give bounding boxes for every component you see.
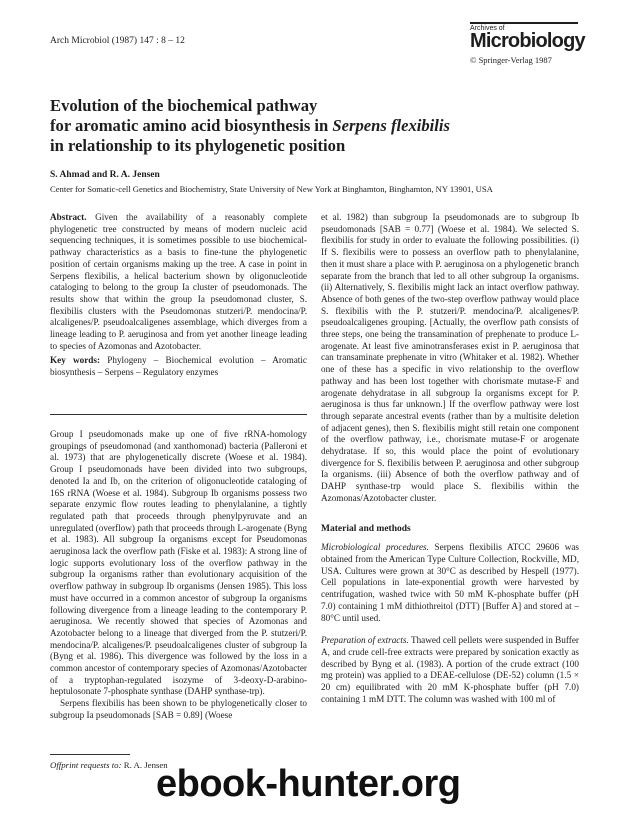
preparation-of-extracts: Preparation of extracts. Thawed cell pellets were suspended in Buffer A, and crude cell-free extracts were prepared by sonication exactly as described by Byng et al. (1983). A portion of the crude extract (100 mg protein) was applied to a DEAE-cellulose (DE-52) column (1.5 × 20 cm) equilibrated with 20 mM K-phosphate buffer (pH 7.0) containing 1 mM DTT. The column was washed with 100 ml of [321,635,579,704]
key-words: Key words: Phylogeny – Biochemical evolution – Aromatic biosynthesis – Serpens – Regulatory enzymes [50,355,307,378]
right-column [321,212,579,705]
right-paragraph-1: et al. 1982) than subgroup Ia pseudomonads are to subgroup Ib pseudomonads [SAB = 0.77] (Woese et al. 1984). We selected S. flexibilis for study in order to evaluate the following possibilities. (i) If S. flexibilis were to possess an overflow path to phenylalanine, then it must share a place with P. aeruginosa on a phylogenetic branch separate from the branch that led to all other subgroup Ia organisms. (ii) Alternatively, S. flexibilis might lack an intact overflow pathway. Absence of both genes of the two-step overflow pathway would place S. flexibilis with the P. stutzeri/P. mendocina/P. alcaligenes/P. pseudoalcaligenes grouping. [Actually, the overflow path consists of three steps, one being the transamination of prephenate to produce L-arogenate. At least five aminotransferases exist in P. aeruginosa that can transaminate prephenate in vitro (Whitaker et al. 1982). Whether one of these has a specific in vivo relationship to the overflow pathway and has been lost together with chorismate mutase-F and arogenate dehydratase in all subgroup Ia organisms except for P. aeruginosa is thus far unknown.] If the overflow pathway were lost through separate ancestral events (rather than by a multisite deletion of adjacent genes), then S. flexibilis might still retain one component of the overflow pathway, i.e., chorismate mutase-F or arogenate dehydratase. If so, this would place the point of evolutionary divergence for S. flexibilis between P. aeruginosa and other subgroup Ia organisms. (iii) Absence of both the overflow pathway and of DAHP synthase-trp would place S. flexibilis within the Azomonas/Azotobacter cluster. [321,212,579,503]
journal-name: Microbiology [470,30,585,52]
abstract: Abstract. Given the availability of a reasonably complete phylogenetic tree constructed by means of modern nucleic acid sequencing techniques, it is sometimes possible to use biochemical-pathway characteristics as a basis to fine-tune the phylogenetic position of certain organisms making up the tree. A case in point in Serpens flexibilis, a helical bacterium shown by oligonucleotide cataloging to belong to the group Ia cluster of pseudomonads. The results show that within the group Ia pseudomonad cluster, S. flexibilis clusters with the Pseudomonas stutzeri/P. mendocina/P. alcaligenes/P. pseudoalcaligenes assemblage, which diverges from a lineage leading to P. aeruginosa and from yet another lineage leading to species of Azomonas and Azotobacter. [50,212,307,351]
article-title [50,96,580,156]
title-line-1: Evolution of the biochemical pathway [50,96,318,115]
footnote-rule [50,754,130,755]
title-line-2: for aromatic amino acid biosynthesis in Serpens flexibilis [50,116,450,135]
intro-paragraph-2: Serpens flexibilis has been shown to be phylogenetically closer to subgroup Ia pseudomonads [SAB = 0.89] (Woese [50,698,307,720]
intro-paragraph-1: Group I pseudomonads make up one of five rRNA-homology groupings of pseudomonad (and xanthomonad) bacteria (Palleroni et al. 1973) that are phylogenetically discrete (Woese et al. 1984). Group I pseudomonads have been divided into two subgroups, denoted Ia and Ib, on the criterion of oligonucleotide cataloging of 16S rRNA (Woese et al. 1984). Subgroup Ib organisms possess two separate enzymic flow routes leading to phenylalanine, a tightly regulated path that proceeds through phenylpyruvate and an unregulated (overflow) path that proceeds through L-arogenate (Byng et al. 1983). All subgroup Ia organisms except for Pseudomonas aeruginosa lack the overflow path (Fiske et al. 1983): A strong line of logic supports evolutionary loss of the overflow pathway in the subgroup Ia organisms rather than evolutionary acquisition of the overflow pathway in subgroup Ib organisms (Jensen 1985). This loss must have occurred in a common ancestor of subgroup Ia organisms following divergence from a lineage leading to the contemporary P. aeruginosa. We recently showed that species of Azomonas and Azotobacter belong to a lineage that diverged from the P. stutzeri/P. mendocina/P. alcaligenes/P. pseudoalcaligenes cluster of subgroup Ia (Byng et al. 1986). This divergence was followed by the loss in a common ancestor of contemporary species of Azomonas/Azotobacter of a tryptophan-regulated isozyme of 3-deoxy-D-arabino-heptulosonate 7-phosphate synthase (DAHP synthase-trp). [50,429,307,697]
copyright-notice: © Springer-Verlag 1987 [470,55,552,65]
title-line-3: in relationship to its phylogenetic position [50,136,346,155]
watermark: ebook-hunter.org [156,763,461,805]
methods-heading: Material and methods [321,523,411,534]
affiliation: Center for Somatic-cell Genetics and Biochemistry, State University of New York at Binghamton, Binghamton, NY 13901, USA [50,184,493,194]
abstract-column [50,212,307,379]
microbiological-procedures: Microbiological procedures. Serpens flexibilis ATCC 29606 was obtained from the American Type Culture Collection, Rockville, MD, USA. Cultures were grown at 30°C as described by Hespell (1977). Cell populations in late-exponential growth were harvested by centrifugation, washed twice with 50 mM K-phosphate buffer (pH 7.0) containing 1 mM dithiothreitol (DTT) [Buffer A] and stored at – 80°C until used. [321,542,579,623]
journal-archives-label: Archives of [470,22,578,32]
abstract-divider [50,414,307,415]
journal-citation: Arch Microbiol (1987) 147 : 8 – 12 [50,36,185,46]
offprint-footnote: Offprint requests to: R. A. Jensen [50,760,168,770]
journal-logo [470,22,585,65]
introduction-column [50,429,307,722]
authors: S. Ahmad and R. A. Jensen [50,170,160,180]
